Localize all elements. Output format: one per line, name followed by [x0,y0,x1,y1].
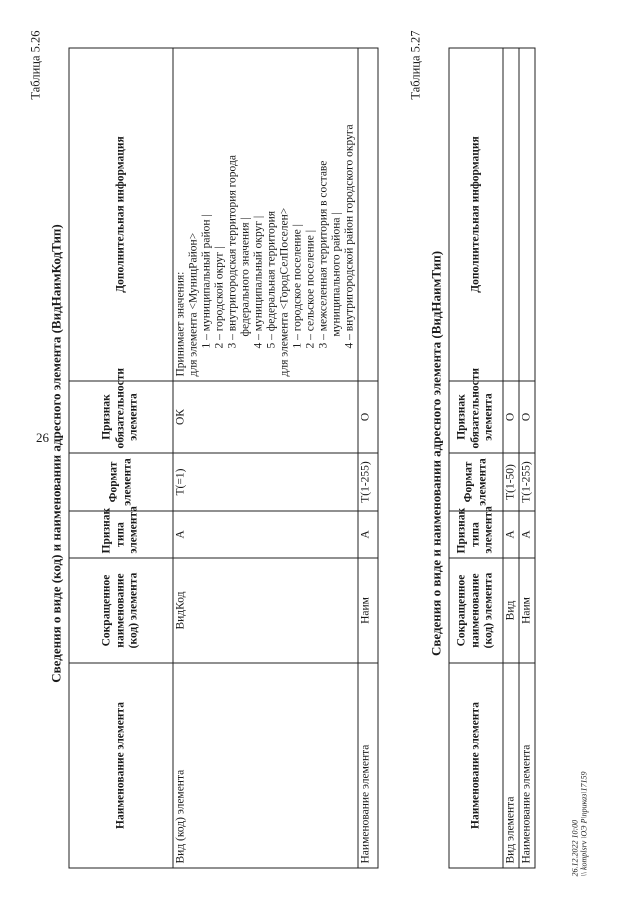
table1-header-format: Формат элемента [69,453,173,511]
cell-required: О [503,381,519,453]
cell-required: О [358,381,378,453]
table2-title: Сведения о виде и наименовании адресного элемента (ВидНаимТип) [428,250,444,656]
table2-header-format: Формат элемента [449,453,503,511]
table1-header-name: Наименование элемента [69,663,173,868]
info-line: Принимает значения: [174,271,187,376]
info-line: 4 – внутригородской район городского округа [343,123,356,348]
cell-format: Т(1-255) [519,453,535,511]
cell-short: Вид [503,558,519,663]
cell-name: Наименование элемента [358,663,378,868]
print-timestamp: 26.12.2022 10:00 [570,819,580,876]
table2-header-required: Признак обязательности элемента [449,381,503,453]
table-row [503,48,519,868]
table2-caption: Таблица 5.27 [408,30,423,100]
table1-header-info: Дополнительная информация [69,48,173,381]
cell-name: Наименование элемента [519,663,535,868]
cell-type: А [503,511,519,558]
table-row [173,48,358,868]
cell-type: А [519,511,535,558]
info-line: 1 – городское поселение | [291,223,304,348]
print-footer [571,771,589,876]
info-line: для элемента <ГородСелПоселен> [278,207,291,376]
page-number: 26 [36,430,49,445]
cell-name: Вид (код) элемента [173,663,358,868]
cell-short: ВидКод [173,558,358,663]
rotated-page-content [23,28,618,878]
print-file-path: \\ komplsrv \ОЭ Р\приказ\17159 [579,770,589,876]
table2 [449,47,536,868]
table-row [358,48,378,868]
cell-format: Т(1-50) [503,453,519,511]
info-line: 4 – муниципальный округ | [252,215,265,348]
cell-type: А [358,511,378,558]
table2-header-row [449,48,503,868]
table2-header-info: Дополнительная информация [449,48,503,381]
cell-format: Т(1-255) [358,453,378,511]
table1-header-required: Признак обязательности элемента [69,381,173,453]
table2-header-type: Признак типа элемента [449,511,503,558]
table-row [519,48,535,868]
cell-name: Вид элемента [503,663,519,868]
cell-short: Наим [358,558,378,663]
cell-info [173,48,358,381]
info-line: 2 – городской округ | [213,246,226,348]
cell-type: А [173,511,358,558]
info-line: федерального значения | [239,216,252,336]
cell-required: О [519,381,535,453]
info-line: муниципального района | [330,211,343,336]
table2-header-name: Наименование элемента [449,663,503,868]
info-line: 2 – сельское поселение | [304,229,317,348]
cell-info [503,48,519,381]
info-line: для элемента <МуницРайон> [187,232,200,376]
cell-short: Наим [519,558,535,663]
info-line: 3 – внутригородская территория города [226,154,239,348]
table1-title: Сведения о виде (код) и наименовании адресного элемента (ВидНаимКодТип) [48,223,64,683]
info-line: 3 – межселенная территория в составе [317,160,330,348]
table2-header-short: Сокращенное наименование (код) элемента [449,558,503,663]
cell-info [358,48,378,381]
info-line: 1 – муниципальный район | [200,213,213,348]
cell-format: Т(=1) [173,453,358,511]
table1-caption: Таблица 5.26 [28,30,43,100]
table1-header-row [69,48,173,868]
table1-header-type: Признак типа элемента [69,511,173,558]
info-line: 5 – федеральная территория [265,210,278,348]
table1 [69,47,379,868]
cell-required: ОК [173,381,358,453]
cell-info [519,48,535,381]
table1-header-short: Сокращенное наименование (код) элемента [69,558,173,663]
